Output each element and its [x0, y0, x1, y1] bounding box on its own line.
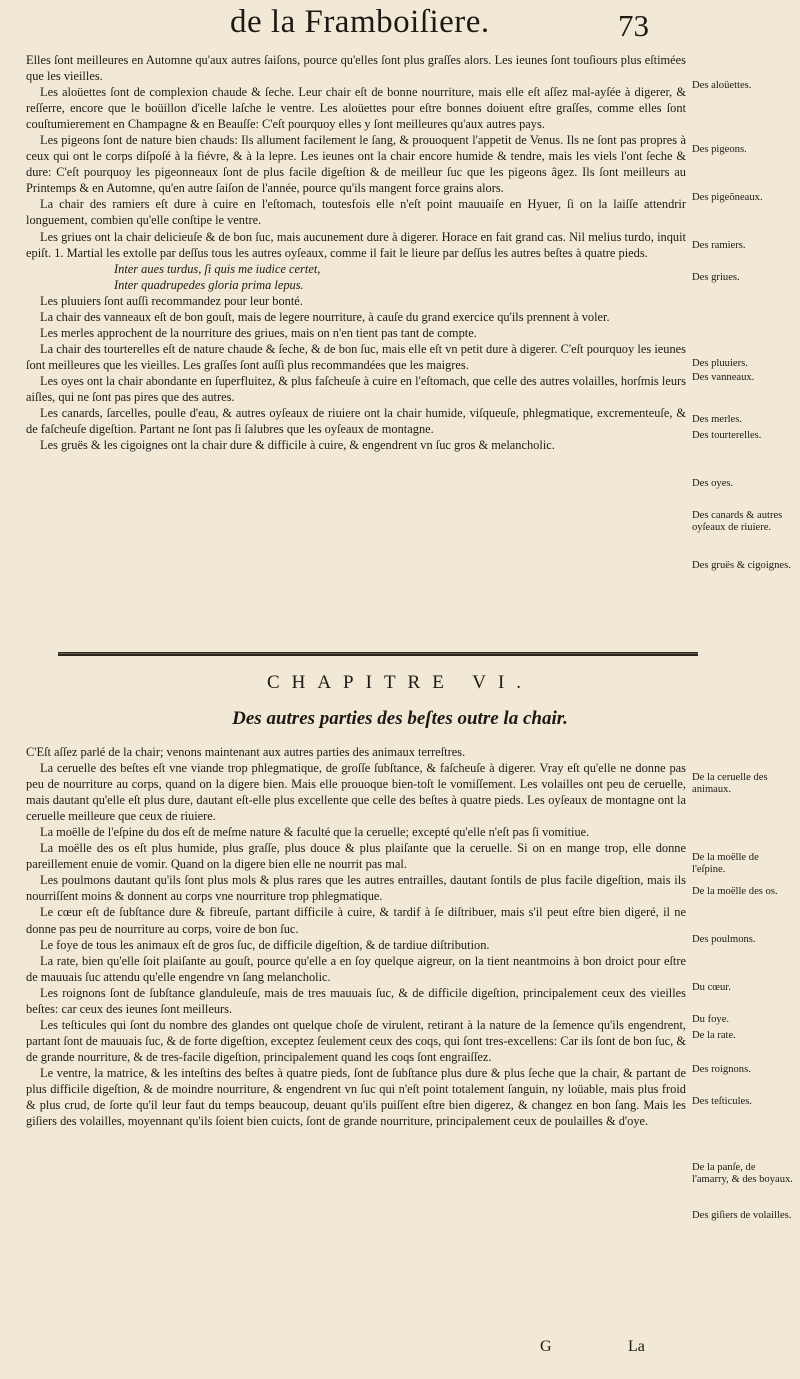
- paragraph: Les griues ont la chair delicieuſe & de bon ſuc, mais aucunement dure à digerer. Horace en fait grand cas. Nil melius turdo, inquit epiſt. 1. Martial les extolle par deſſus tous les autres oyſeaux, comme il fait le lieure par deſſus les autres beſtes à quatre pieds.: [26, 229, 686, 260]
- margin-note: Du cœur.: [692, 982, 731, 993]
- paragraph: La moëlle de l'eſpine du dos eſt de meſme nature & faculté que la ceruelle; excepté qu'elle n'eſt pas ſi vomitiue.: [40, 825, 590, 840]
- page-number: 73: [618, 8, 649, 43]
- paragraph: Le foye de tous les animaux eſt de gros ſuc, de difficile digeſtion, & de tardiue diſtribution.: [40, 937, 490, 952]
- paragraph: La chair des tourterelles eſt de nature chaude & ſeche, & de bon ſuc, mais elle eſt vn petit dure à digerer. C'eſt pourquoy les ieunes ſont meilleures que les vieilles. Les graſſes ſont auſſi plus recommandées que les maigres.: [26, 341, 686, 372]
- paragraph: Les gruës & les cigoignes ont la chair dure & difficile à cuire, & engendrent vn ſuc gros & melancholic.: [40, 438, 555, 453]
- page-header: [0, 4, 800, 46]
- paragraph: Le ventre, la matrice, & les inteſtins des beſtes à quatre pieds, ſont de ſubſtance plus dure & plus ſeche que la chair, & partant de plus difficile digeſtion, & de moindre nourriture, & engendrent vn ſuc qui n'eſt point totalement ſanguin, ny loüable, mais plus froid & plus crud, de ſorte qu'il leur faut du temps beaucoup, deuant qu'ils puiſſent eſtre bien digerez, & changez en bon ſang. Mais les giſiers des volailles, moyennant qu'ils ſoient bien cuicts, ſont de grande nourriture, principalement ceux de poulailles & d'oye.: [26, 1065, 686, 1129]
- margin-note: Des teſticules.: [692, 1096, 753, 1107]
- chapter-title: CHAPITRE VI.: [266, 672, 534, 693]
- catchword: La: [628, 1338, 645, 1355]
- margin-note: Du foye.: [692, 1014, 730, 1025]
- paragraph: La rate, bien qu'elle ſoit plaiſante au gouſt, pource qu'elle a en ſoy quelque aigreur, on la tient neantmoins à bon droict pour eſtre de mauuais ſuc attendu qu'elle engendre vn ſang melancholic.: [26, 953, 686, 984]
- margin-note: Des pigeõneaux.: [692, 192, 763, 203]
- body-text-section-2: [26, 744, 686, 1129]
- margin-note: Des poulmons.: [692, 934, 756, 945]
- margin-note: De la moëlle des os.: [692, 886, 778, 897]
- paragraph: Elles ſont meilleures en Automne qu'aux autres ſaiſons, pource qu'elles ſont plus graſſes alors. Les ieunes ſont touſiours plus eſtimées que les vieilles.: [26, 53, 686, 84]
- body-text-section-1: [26, 52, 686, 453]
- ornamental-rule: [58, 650, 698, 658]
- margin-note: Des merles.: [692, 414, 743, 425]
- paragraph: Les oyes ont la chair abondante en ſuperfluitez, & plus faſcheuſe à cuire en l'eſtomach, que celle des autres volailles, horſmis leurs aiſles, qui ne ſont pas pires que des autres.: [26, 373, 686, 404]
- paragraph: Les pluuiers ſont auſſi recommandez pour leur bonté.: [40, 293, 303, 308]
- latin-quote-line: Inter quadrupedes gloria prima lepus.: [114, 277, 304, 292]
- margin-note: Des pluuiers.: [692, 358, 748, 369]
- paragraph-with-dropcap: C'Eſt aſſez parlé de la chair; venons maintenant aux autres parties des animaux terreſtres.: [26, 745, 466, 759]
- margin-note: De la moëlle de l'eſpine.: [692, 852, 759, 875]
- paragraph: Les teſticules qui ſont du nombre des glandes ont quelque choſe de virulent, retirant à la nature de la ſemence qu'ils engendrent, partant ſont de mauuais ſuc, & de forte digeſtion, exceptez ſeulement ceux des coqs, qui ſont tres-excellens: Car ils ſont de bon ſuc, & de grande nourriture, & de tres-facile digeſtion, principalement quand les coqs ſont engraiſſez.: [26, 1017, 686, 1064]
- margin-note: De la ceruelle des animaux.: [692, 772, 768, 795]
- margin-note: Des roignons.: [692, 1064, 751, 1075]
- paragraph: Les poulmons dautant qu'ils ſont plus mols & plus rares que les autres entrailles, dautant ſontils de plus facile digeſtion, mais ils nourriſſent moins & donnent au corps vne nourriture trop phlegmatique.: [26, 873, 686, 904]
- paragraph: La chair des ramiers eſt dure à cuire en l'eſtomach, toutesfois elle n'eſt point mauuaiſe en Hyuer, ſi on la laiſſe attendrir longuement, combien qu'elle conſtipe le ventre.: [26, 197, 686, 228]
- margin-note: Des vanneaux.: [692, 372, 755, 383]
- margin-note: Des griues.: [692, 272, 740, 283]
- paragraph: Les merles approchent de la nourriture des griues, mais on n'en tient pas tant de compte.: [40, 325, 477, 340]
- paragraph: La ceruelle des beſtes eſt vne viande trop phlegmatique, de groſſe ſubſtance, & faſcheuſe à digerer. Vray eſt qu'elle ne donne pas peu de nourriture au corps, quand on la digere bien. Mais elle prouoque bien-toſt le vomiſſement. Les volailles ont peu de ceruelle, mais dautant qu'elle eſt plus dure, dautant eſt-elle plus excellente que celle des beſtes à quatre pieds. Les oyſeaux de montagne ont la ceruelle meilleure que ceux de riuiere.: [26, 761, 686, 824]
- signature-mark: G: [540, 1338, 552, 1355]
- page-footer: [0, 1338, 800, 1360]
- margin-note: Des aloüettes.: [692, 80, 752, 91]
- margin-note: De la rate.: [692, 1030, 736, 1041]
- margin-note: Des tourterelles.: [692, 430, 762, 441]
- margin-note: Des ramiers.: [692, 240, 746, 251]
- paragraph: Les canards, ſarcelles, poulle d'eau, & autres oyſeaux de riuiere ont la chair humide, viſqueuſe, phlegmatique, excrementeuſe, & de faſcheuſe digeſtion. Partant ne ſont pas ſi ſalubres que les oyſeaux de montagne.: [26, 406, 686, 437]
- latin-quote-line: Inter aues turdus, ſi quis me iudice certet,: [114, 261, 321, 276]
- margin-note: Des pigeons.: [692, 144, 747, 155]
- margin-note: Des gruës & cigoignes.: [692, 560, 791, 571]
- paragraph: Les roignons ſont de ſubſtance glanduleuſe, mais de tres mauuais ſuc, & de difficile digeſtion, principalement ceux des vieilles beſtes: car ceux des ieunes ſont meilleurs.: [26, 985, 686, 1016]
- margin-note: Des giſiers de volailles.: [692, 1210, 792, 1221]
- margin-note: De la panſe, de l'amarry, & des boyaux.: [692, 1162, 793, 1185]
- paragraph: Le cœur eſt de ſubſtance dure & fibreuſe, partant difficile à cuire, & tardif à ſe diſtribuer, mais s'il peut eſtre bien digeré, il ne donne pas peu de nourriture au corps, voire de bon ſuc.: [26, 905, 686, 936]
- paragraph: Les pigeons ſont de nature bien chauds: Ils allument facilement le ſang, & prouoquent l'appetit de Venus. Ils ne ſont pas propres à ceux qui ont le corps diſpoſé à la fiévre, & à la lepre. Les ieunes ont la chair encore humide & tendre, mais les viels l'ont ſeche & dure: C'eſt pourquoy les pigeonneaux ſont de plus facile digeſtion & de meilleur ſuc que les pigeons âgez. Ils ſont meilleurs au Printemps & en Automne, qu'en autre ſaiſon de l'année, pource qu'ils mangent force grains alors.: [26, 133, 686, 196]
- margin-note: Des oyes.: [692, 478, 734, 489]
- paragraph: Les aloüettes ſont de complexion chaude & ſeche. Leur chair eſt de bonne nourriture, mais elle eſt aſſez mal-ayſée à digerer, & reſſerre, encore que le boüillon d'icelle laſche le ventre. Les aloüettes pour eſtre bonnes doiuent eſtre graſſes, comme elles ſont couſtumierement en Champagne & en Beauſſe: C'eſt pourquoy elles y ſont meilleures qu'aux autres pays.: [26, 85, 686, 132]
- margin-note: Des canards & autres oyſeaux de riuiere.: [692, 510, 783, 533]
- running-head: de la Framboiſiere.: [230, 4, 490, 40]
- paragraph: La chair des vanneaux eſt de bon gouſt, mais de legere nourriture, à cauſe du grand exercice qu'ils prennent à voler.: [40, 309, 610, 324]
- chapter-subtitle: Des autres parties des beſtes outre la chair.: [232, 708, 568, 729]
- paragraph: La moëlle des os eſt plus humide, plus graſſe, plus douce & plus plaiſante que la ceruelle. Si on en mange trop, elle donne pareillement enuie de vomir. Quand on la digere bien elle ne nourrit pas mal.: [26, 841, 686, 872]
